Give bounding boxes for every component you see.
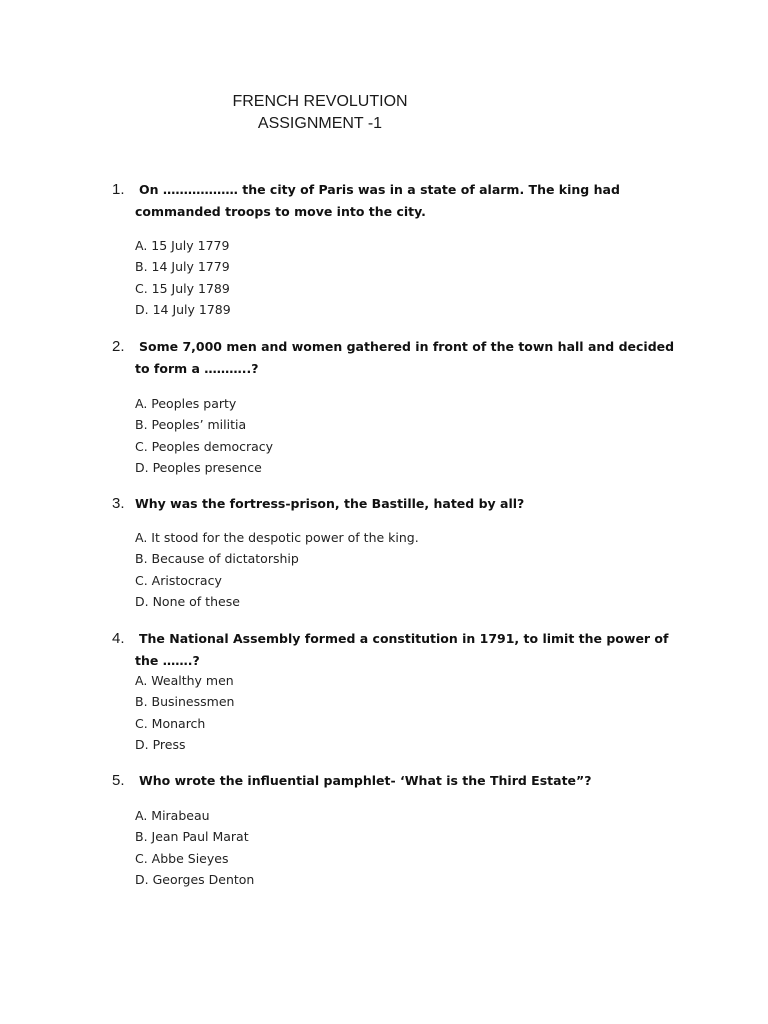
option-a: A. It stood for the despotic power of the king. bbox=[135, 530, 419, 545]
option-a: A. Mirabeau bbox=[135, 808, 210, 823]
option-list bbox=[135, 235, 231, 321]
question-text: Some 7,000 men and women gathered in front of the town hall and decided to form a ………..? bbox=[135, 339, 675, 376]
question-text: The National Assembly formed a constitution in 1791, to limit the power of the …….? bbox=[135, 631, 669, 668]
question-number: 1. bbox=[112, 181, 125, 198]
option-b: B. Businessmen bbox=[135, 694, 235, 710]
option-d: D. Georges Denton bbox=[135, 872, 255, 888]
option-c: C. Abbe Sieyes bbox=[135, 850, 229, 866]
question-number: 3. bbox=[112, 495, 125, 512]
option-d: D. None of these bbox=[135, 594, 240, 610]
option-list bbox=[135, 527, 419, 613]
option-b: B. Peoples’ militia bbox=[135, 417, 247, 433]
option-a: A. Wealthy men bbox=[135, 673, 234, 688]
option-c: C. Aristocracy bbox=[135, 572, 222, 588]
option-d: D. 14 July 1789 bbox=[135, 302, 231, 318]
option-b: B. 14 July 1779 bbox=[135, 259, 230, 275]
question-number: 5. bbox=[112, 772, 125, 789]
question-text: Why was the fortress-prison, the Bastille, hated by all? bbox=[135, 496, 525, 511]
option-c: C. 15 July 1789 bbox=[135, 280, 230, 296]
option-d: D. Peoples presence bbox=[135, 460, 262, 476]
page-title: FRENCH REVOLUTION bbox=[232, 93, 408, 110]
question-number: 2. bbox=[112, 338, 125, 355]
option-b: B. Because of dictatorship bbox=[135, 551, 299, 567]
question-text: Who wrote the influential pamphlet- ‘What is the Third Estate”? bbox=[139, 773, 592, 788]
option-list bbox=[135, 393, 273, 479]
option-b: B. Jean Paul Marat bbox=[135, 829, 249, 845]
option-d: D. Press bbox=[135, 737, 186, 753]
page-subtitle: ASSIGNMENT -1 bbox=[257, 115, 383, 132]
question-text: On ……………… the city of Paris was in a state of alarm. The king had commanded troops to move into the city. bbox=[135, 182, 620, 219]
question-number: 4. bbox=[112, 630, 125, 647]
option-a: A. Peoples party bbox=[135, 396, 237, 411]
option-list bbox=[135, 670, 234, 756]
option-a: A. 15 July 1779 bbox=[135, 238, 230, 253]
option-c: C. Monarch bbox=[135, 715, 206, 731]
option-list bbox=[135, 805, 254, 891]
option-c: C. Peoples democracy bbox=[135, 438, 274, 454]
title-block bbox=[220, 91, 420, 135]
